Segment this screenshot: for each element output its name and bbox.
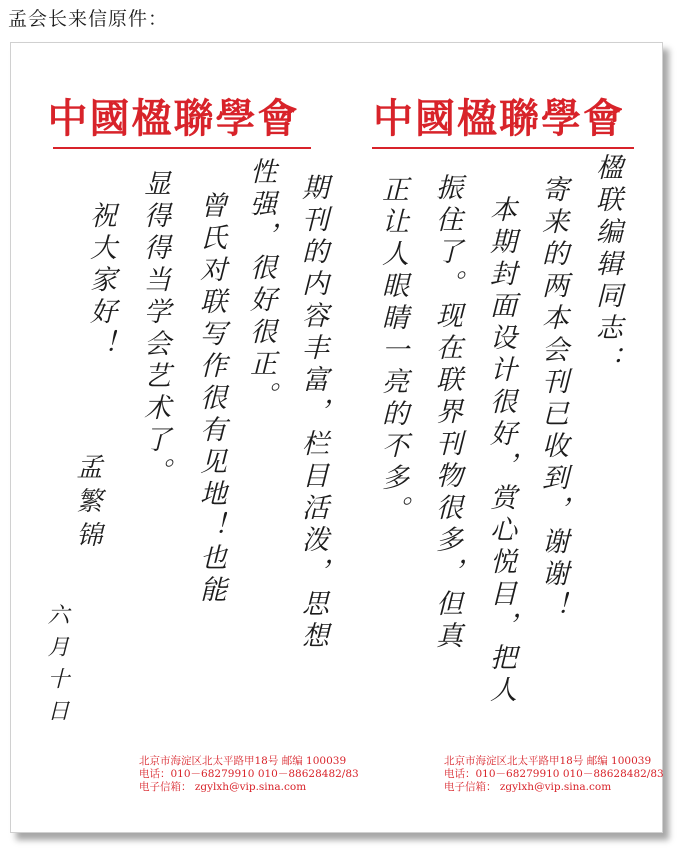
page-caption: 孟会长来信原件： [8, 8, 169, 30]
letter-scan [10, 42, 663, 833]
letter-column: 楹联编辑同志： [591, 153, 622, 377]
letter-page-1 [336, 43, 662, 832]
signature: 孟繁锦 [72, 453, 102, 555]
letter-column: 曾氏对联写作很有见地！也能 [195, 191, 226, 607]
letter-page-2 [11, 43, 359, 832]
letter-column: 寄来的两本会刊已收到，谢谢！ [537, 175, 568, 623]
letter-column: 性强，很好很正。 [245, 157, 276, 413]
letterhead-footer [11, 755, 359, 794]
letter-column: 正让人眼睛一亮的不多。 [377, 175, 408, 527]
letter-column: 振住了。现在联界刊物很多，但真 [431, 173, 462, 653]
footer-email: 电子信箱： zgylxh@vip.sina.com [139, 781, 307, 793]
letter-column: 祝大家好！ [85, 201, 116, 361]
letterhead-footer [336, 755, 662, 794]
letter-column: 期刊的内容丰富，栏目活泼，思想 [297, 173, 328, 653]
letterhead-title: 中國楹聯學會 [47, 95, 300, 142]
letterhead-title: 中國楹聯學會 [373, 95, 625, 142]
footer-email: 电子信箱： zgylxh@vip.sina.com [444, 781, 612, 793]
letter-column: 本期封面设计很好，赏心悦目，把人 [485, 195, 516, 707]
letterhead-rule [53, 147, 311, 149]
letter-date: 六月十日 [44, 603, 69, 731]
footer-phone: 电话：010－68279910 010－88628482/83 [444, 768, 664, 780]
letterhead-rule [372, 147, 634, 149]
footer-phone: 电话：010－68279910 010－88628482/83 [139, 768, 359, 780]
footer-address: 北京市海淀区北太平路甲18号 邮编 100039 [139, 755, 347, 767]
letter-column: 显得得当学会艺术了。 [139, 169, 170, 489]
footer-address: 北京市海淀区北太平路甲18号 邮编 100039 [444, 755, 652, 767]
